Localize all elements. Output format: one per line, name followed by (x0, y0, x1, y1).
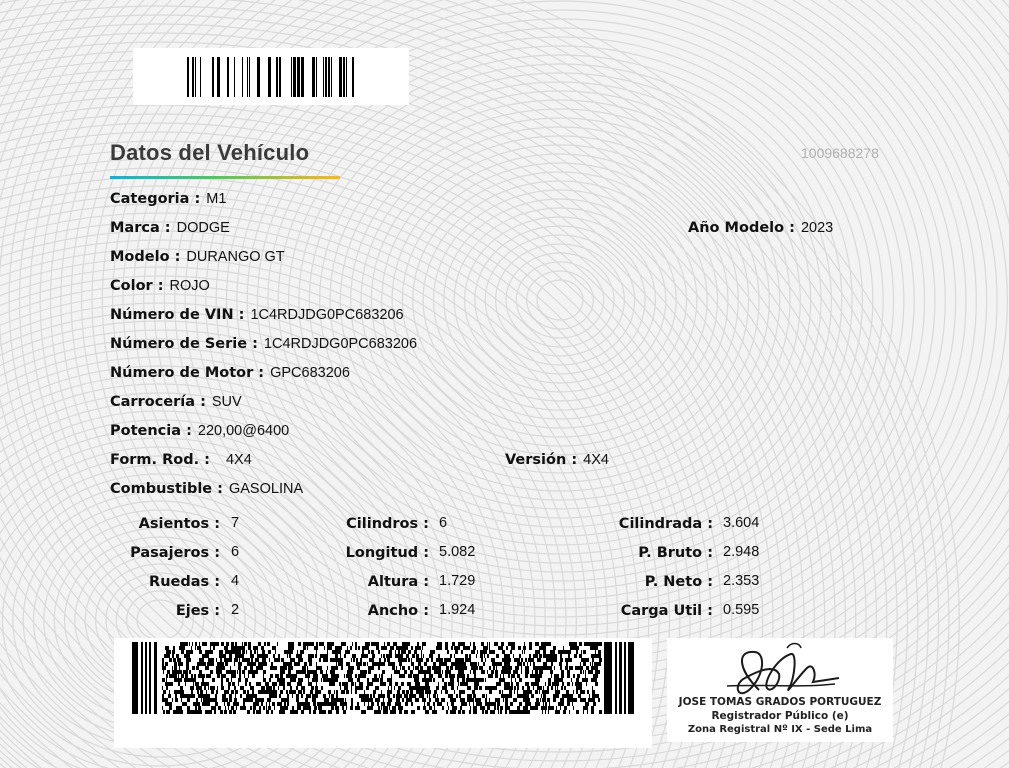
field-version (505, 451, 609, 468)
spec-longitud-value: 5.082 (439, 544, 476, 560)
section-title: Datos del Vehículo (110, 140, 310, 165)
spec-asientos-value: 7 (231, 515, 240, 531)
field-label: Número de Motor : (110, 365, 265, 381)
spec-altura-value: 1.729 (439, 573, 476, 589)
title-underline (110, 176, 340, 179)
field-categoria (110, 190, 226, 207)
field-value: 1C4RDJDG0PC683206 (263, 336, 418, 352)
field-carroceria (110, 393, 242, 410)
field-label: Número de Serie : (110, 336, 258, 352)
spec-ejes-value: 2 (231, 602, 240, 618)
spec-cilindros-label: Cilindros : (346, 516, 429, 532)
signatory-role: Registrador Público (e) (711, 710, 849, 722)
pdf417-pattern (114, 638, 652, 748)
spec-altura-label: Altura : (367, 574, 429, 590)
field-label: Modelo : (110, 249, 181, 265)
field-value: GPC683206 (270, 365, 350, 381)
spec-longitud-label: Longitud : (345, 545, 429, 561)
field-form-rod (110, 451, 252, 468)
field-potencia (110, 422, 289, 439)
field-label: Número de VIN : (110, 307, 245, 323)
spec-carga-util-label: Carga Util : (620, 603, 713, 619)
spec-cilindrada-label: Cilindrada : (618, 516, 713, 532)
field-label: Versión : (505, 452, 578, 468)
barcode-bars (187, 57, 355, 97)
signatory-name: JOSE TOMAS GRADOS PORTUGUEZ (678, 696, 882, 708)
field-value: SUV (211, 394, 242, 410)
spec-p-neto-value: 2.353 (723, 573, 760, 589)
field-vin (110, 306, 404, 323)
spec-ruedas-value: 4 (231, 573, 240, 589)
field-modelo (110, 248, 285, 265)
field-value: 2023 (800, 220, 834, 236)
field-value: DODGE (176, 220, 230, 236)
spec-ejes-label: Ejes : (175, 603, 220, 619)
spec-carga-util-value: 0.595 (723, 602, 760, 618)
field-value: 1C4RDJDG0PC683206 (250, 307, 404, 323)
field-value: M1 (206, 191, 227, 207)
spec-p-neto-label: P. Neto : (644, 574, 713, 590)
spec-cilindros-value: 6 (439, 515, 448, 531)
field-anio-modelo (688, 219, 833, 236)
spec-pasajeros-label: Pasajeros : (130, 545, 220, 561)
spec-p-bruto-value: 2.948 (723, 544, 760, 560)
field-motor (110, 364, 350, 381)
signatory-office: Zona Registral Nº IX - Sede Lima (687, 724, 873, 735)
field-label: Año Modelo : (688, 220, 795, 236)
spec-asientos-label: Asientos : (138, 516, 220, 532)
spec-ancho-label: Ancho : (367, 603, 429, 619)
field-label: Form. Rod. : (110, 452, 210, 468)
field-value: GASOLINA (228, 481, 304, 497)
field-label: Marca : (110, 220, 171, 236)
field-label: Potencia : (110, 423, 192, 439)
field-value: 4X4 (583, 452, 609, 468)
signature-block (667, 638, 893, 742)
spec-p-bruto-label: P. Bruto : (638, 545, 713, 561)
field-marca (110, 219, 230, 236)
field-label: Carrocería : (110, 394, 206, 410)
field-color (110, 277, 210, 294)
pdf417-barcode (114, 638, 652, 748)
document-number: 1009688278 (801, 145, 879, 161)
field-value: ROJO (169, 278, 210, 294)
field-label: Combustible : (110, 481, 223, 497)
spec-pasajeros-value: 6 (231, 544, 240, 560)
field-label: Color : (110, 278, 164, 294)
top-barcode (133, 48, 409, 105)
spec-ruedas-label: Ruedas : (149, 574, 220, 590)
field-serie (110, 335, 417, 352)
field-combustible (110, 480, 303, 497)
field-value: 4X4 (225, 452, 252, 468)
field-label: Categoria : (110, 191, 201, 207)
field-value: DURANGO GT (186, 249, 285, 265)
spec-ancho-value: 1.924 (439, 602, 476, 618)
field-value: 220,00@6400 (197, 423, 290, 439)
spec-cilindrada-value: 3.604 (723, 515, 760, 531)
